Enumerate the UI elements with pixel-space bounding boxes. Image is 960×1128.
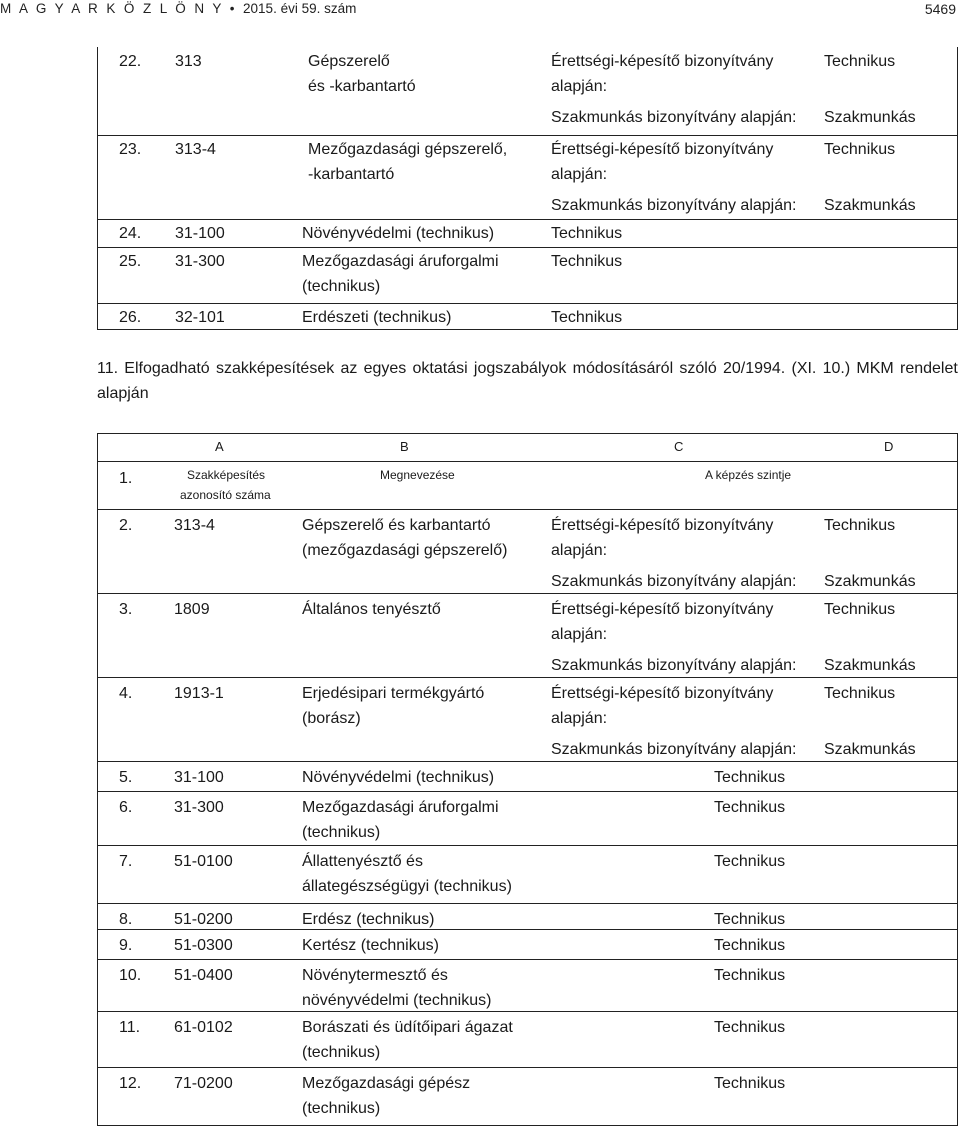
qualification-code: 313 bbox=[175, 53, 202, 70]
qualification-name: Mezőgazdasági gépész bbox=[302, 1075, 471, 1092]
row-number: 5. bbox=[119, 769, 133, 786]
certificate-basis: alapján: bbox=[551, 166, 608, 183]
certificate-basis: Szakmunkás bizonyítvány alapján: bbox=[551, 197, 797, 214]
qualification-code: 51-0300 bbox=[174, 937, 233, 954]
row-number: 4. bbox=[119, 685, 133, 702]
section-heading-line2: alapján bbox=[97, 385, 149, 402]
certificate-basis: Szakmunkás bizonyítvány alapján: bbox=[551, 109, 797, 126]
table-column-rule bbox=[97, 47, 98, 330]
qualification-name: Mezőgazdasági gépszerelő, bbox=[308, 141, 508, 158]
table-rule bbox=[97, 959, 958, 960]
qualification-name: Erjedésipari termékgyártó bbox=[302, 685, 485, 702]
training-level: Technikus bbox=[714, 911, 786, 928]
qualification-name: Erdész (technikus) bbox=[302, 911, 435, 928]
table-rule bbox=[97, 903, 958, 904]
header-name: Megnevezése bbox=[380, 468, 455, 482]
table-rule bbox=[97, 219, 958, 220]
row-number: 9. bbox=[119, 937, 133, 954]
qualification-name: Erdészeti (technikus) bbox=[302, 309, 452, 326]
row-number: 22. bbox=[119, 53, 142, 70]
training-level: Technikus bbox=[714, 967, 786, 984]
certificate-basis: Érettségi-képesítő bizonyítvány bbox=[551, 141, 774, 158]
training-level: Technikus bbox=[824, 517, 896, 534]
header-code-line2: azonosító száma bbox=[180, 488, 271, 502]
qualification-code: 1809 bbox=[174, 601, 210, 618]
qualification-code: 51-0100 bbox=[174, 853, 233, 870]
row-number: 25. bbox=[119, 253, 142, 270]
qualification-code: 71-0200 bbox=[174, 1075, 233, 1092]
table-rule bbox=[97, 791, 958, 792]
journal-title: M A G Y A R K Ö Z L Ö N Y • 2015. évi 59. szám bbox=[0, 1, 357, 16]
section-heading-word: Elfogadható bbox=[124, 360, 210, 377]
section-heading-word: 20/1994. bbox=[722, 360, 786, 377]
section-heading-word: szakképesítések bbox=[215, 360, 335, 377]
row-number: 2. bbox=[119, 517, 133, 534]
qualification-name: (borász) bbox=[302, 710, 361, 727]
section-heading-word: (XI. bbox=[791, 360, 817, 377]
qualification-code: 31-300 bbox=[175, 253, 225, 270]
table-rule bbox=[97, 1011, 958, 1012]
header-row-number: 1. bbox=[119, 470, 133, 487]
column-letter: D bbox=[884, 439, 894, 454]
certificate-basis: Szakmunkás bizonyítvány alapján: bbox=[551, 657, 797, 674]
certificate-basis: Érettségi-képesítő bizonyítvány bbox=[551, 685, 774, 702]
section-heading-line1 bbox=[97, 356, 958, 381]
section-heading-word: oktatási bbox=[412, 360, 468, 377]
qualification-code: 51-0200 bbox=[174, 911, 233, 928]
row-number: 11. bbox=[119, 1019, 141, 1036]
row-number: 3. bbox=[119, 601, 133, 618]
certificate-basis: Szakmunkás bizonyítvány alapján: bbox=[551, 741, 797, 758]
certificate-basis: Érettségi-képesítő bizonyítvány bbox=[551, 53, 774, 70]
training-level: Szakmunkás bbox=[824, 109, 916, 126]
table-column-rule bbox=[97, 433, 98, 1126]
training-level: Technikus bbox=[714, 769, 786, 786]
qualification-name: Kertész (technikus) bbox=[302, 937, 439, 954]
certificate-basis: Érettségi-képesítő bizonyítvány bbox=[551, 601, 774, 618]
qualification-code: 61-0102 bbox=[174, 1019, 233, 1036]
row-number: 7. bbox=[119, 853, 133, 870]
training-level: Technikus bbox=[551, 253, 623, 270]
section-heading-word: 10.) bbox=[822, 360, 851, 377]
qualification-name: Növényvédelmi (technikus) bbox=[302, 225, 495, 242]
column-letter: C bbox=[674, 439, 684, 454]
qualification-code: 32-101 bbox=[175, 309, 225, 326]
training-level: Technikus bbox=[824, 685, 896, 702]
qualification-name: Növényvédelmi (technikus) bbox=[302, 769, 495, 786]
qualification-name: Növénytermesztő és bbox=[302, 967, 448, 984]
qualification-name: (technikus) bbox=[302, 824, 381, 841]
training-level: Technikus bbox=[714, 1019, 786, 1036]
certificate-basis: alapján: bbox=[551, 626, 608, 643]
qualification-code: 31-100 bbox=[174, 769, 224, 786]
training-level: Technikus bbox=[714, 853, 786, 870]
training-level: Technikus bbox=[551, 225, 623, 242]
qualification-code: 31-300 bbox=[174, 799, 224, 816]
row-number: 10. bbox=[119, 967, 142, 984]
table-column-rule bbox=[957, 433, 958, 1126]
training-level: Technikus bbox=[714, 1075, 786, 1092]
section-heading-word: rendelet bbox=[899, 360, 958, 377]
certificate-basis: Szakmunkás bizonyítvány alapján: bbox=[551, 573, 797, 590]
qualification-name: (technikus) bbox=[302, 1044, 381, 1061]
table-rule bbox=[97, 1125, 958, 1126]
qualification-table-2 bbox=[97, 433, 958, 1126]
training-level: Technikus bbox=[824, 141, 896, 158]
page-number: 5469 bbox=[924, 1, 956, 17]
certificate-basis: Érettségi-képesítő bizonyítvány bbox=[551, 517, 774, 534]
table-rule bbox=[97, 329, 958, 330]
row-number: 8. bbox=[119, 911, 133, 928]
row-number: 26. bbox=[119, 309, 142, 326]
table-rule bbox=[97, 761, 958, 762]
section-number: 11. bbox=[97, 360, 119, 377]
table-rule bbox=[97, 433, 958, 434]
training-level: Technikus bbox=[824, 601, 896, 618]
qualification-name: -karbantartó bbox=[308, 166, 395, 183]
qualification-code: 51-0400 bbox=[174, 967, 233, 984]
qualification-name: (technikus) bbox=[302, 1100, 381, 1117]
table-rule bbox=[97, 1067, 958, 1068]
section-heading-word: módosításáról bbox=[572, 360, 674, 377]
training-level: Szakmunkás bbox=[824, 657, 916, 674]
qualification-name: növényvédelmi (technikus) bbox=[302, 992, 492, 1009]
qualification-name: állategészségügyi (technikus) bbox=[302, 878, 512, 895]
section-heading-word: MKM bbox=[856, 360, 894, 377]
qualification-name: Mezőgazdasági áruforgalmi bbox=[302, 799, 499, 816]
table-rule bbox=[97, 677, 958, 678]
section-heading-word: egyes bbox=[363, 360, 407, 377]
table-rule bbox=[97, 247, 958, 248]
page-header bbox=[0, 0, 960, 22]
qualification-name: Borászati és üdítőipari ágazat bbox=[302, 1019, 513, 1036]
training-level: Technikus bbox=[824, 53, 896, 70]
table-rule bbox=[97, 135, 958, 136]
qualification-code: 313-4 bbox=[174, 517, 215, 534]
qualification-code: 1913-1 bbox=[174, 685, 224, 702]
qualification-name: Gépszerelő és karbantartó bbox=[302, 517, 491, 534]
qualification-table-1 bbox=[97, 47, 958, 330]
qualification-name: Mezőgazdasági áruforgalmi bbox=[302, 253, 499, 270]
certificate-basis: alapján: bbox=[551, 710, 608, 727]
section-heading bbox=[97, 356, 958, 406]
section-heading-word: jogszabályok bbox=[473, 360, 567, 377]
row-number: 6. bbox=[119, 799, 133, 816]
header-code-line1: Szakképesítés bbox=[187, 468, 266, 482]
table-rule bbox=[97, 509, 958, 510]
qualification-code: 313-4 bbox=[175, 141, 216, 158]
qualification-name: és -karbantartó bbox=[308, 78, 416, 95]
section-heading-word: az bbox=[340, 360, 358, 377]
training-level: Szakmunkás bbox=[824, 197, 916, 214]
certificate-basis: alapján: bbox=[551, 542, 608, 559]
qualification-code: 31-100 bbox=[175, 225, 225, 242]
qualification-name: Gépszerelő bbox=[308, 53, 390, 70]
table-rule bbox=[97, 461, 958, 462]
training-level: Technikus bbox=[551, 309, 623, 326]
qualification-name: (mezőgazdasági gépszerelő) bbox=[302, 542, 508, 559]
training-level: Szakmunkás bbox=[824, 573, 916, 590]
row-number: 12. bbox=[119, 1075, 142, 1092]
table-column-rule bbox=[957, 47, 958, 330]
row-number: 23. bbox=[119, 141, 142, 158]
qualification-name: Általános tenyésztő bbox=[302, 601, 441, 618]
qualification-name: Állattenyésztő és bbox=[302, 853, 423, 870]
table-rule bbox=[97, 929, 958, 930]
row-number: 24. bbox=[119, 225, 142, 242]
training-level: Technikus bbox=[714, 799, 786, 816]
training-level: Szakmunkás bbox=[824, 741, 916, 758]
table-rule bbox=[97, 303, 958, 304]
training-level: Technikus bbox=[714, 937, 786, 954]
section-heading-word: szóló bbox=[679, 360, 717, 377]
table-rule bbox=[97, 593, 958, 594]
column-letter: A bbox=[215, 439, 224, 454]
table-rule bbox=[97, 845, 958, 846]
qualification-name: (technikus) bbox=[302, 278, 381, 295]
header-level: A képzés szintje bbox=[705, 468, 792, 482]
certificate-basis: alapján: bbox=[551, 78, 608, 95]
column-letter: B bbox=[400, 439, 409, 454]
